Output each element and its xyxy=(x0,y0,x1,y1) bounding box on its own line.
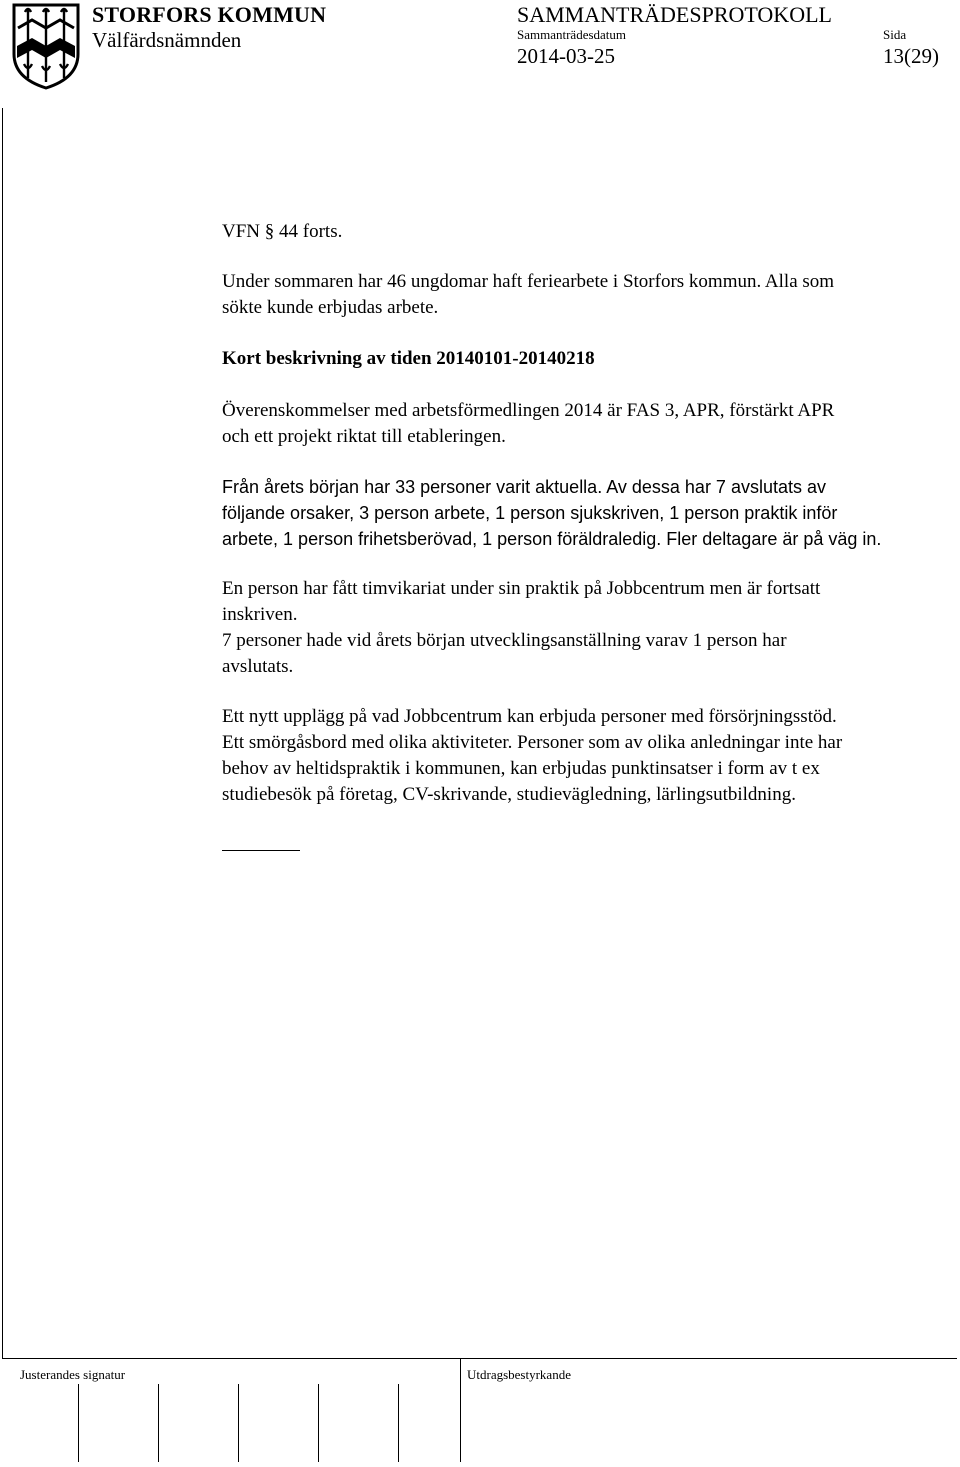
signature-box-divider xyxy=(78,1384,79,1462)
left-margin-rule xyxy=(2,108,3,1358)
page-number: 13(29) xyxy=(883,44,939,68)
text-line: Från årets början har 33 personer varit aktuella. Av dessa har 7 avslutats av xyxy=(222,477,826,497)
text-line: En person har fått timvikariat under sin praktik på Jobbcentrum men är fortsatt xyxy=(222,578,821,599)
text-line: behov av heltidspraktik i kommunen, kan erbjudas punktinsatser i form av t ex xyxy=(222,758,820,779)
paragraph-participants xyxy=(222,474,952,552)
text-line: 7 personer hade vid årets början utvecklingsanställning varav 1 person har xyxy=(222,630,787,651)
text-line: Överenskommelser med arbetsförmedlingen 2014 är FAS 3, APR, förstärkt APR xyxy=(222,400,835,421)
text-line: sökte kunde erbjudas arbete. xyxy=(222,297,439,318)
signature-label: Justerandes signatur xyxy=(20,1367,126,1382)
meeting-date: 2014-03-25 xyxy=(517,44,615,68)
text-line: Ett nytt upplägg på vad Jobbcentrum kan erbjuda personer med försörjningsstöd. xyxy=(222,706,837,727)
municipal-coat-of-arms-icon xyxy=(10,2,82,90)
page-label: Sida xyxy=(883,27,907,42)
paragraph-new-approach xyxy=(222,704,952,808)
extract-certification-label: Utdragsbestyrkande xyxy=(467,1367,571,1382)
footer-rule xyxy=(2,1358,957,1359)
text-line: och ett projekt riktat till etableringen. xyxy=(222,426,506,447)
paragraph-summer-jobs xyxy=(222,269,952,321)
signature-box-divider xyxy=(238,1384,239,1462)
committee-name: Välfärdsnämnden xyxy=(92,28,242,52)
date-label: Sammanträdesdatum xyxy=(517,27,627,42)
document-type: SAMMANTRÄDESPROTOKOLL xyxy=(517,2,832,27)
extract-box-divider xyxy=(460,1358,461,1462)
signature-box-divider xyxy=(398,1384,399,1462)
subheading: Kort beskrivning av tiden 20140101-20140218 xyxy=(222,348,595,369)
text-line: studiebesök på företag, CV-skrivande, studievägledning, lärlingsutbildning. xyxy=(222,784,796,805)
text-line: arbete, 1 person frihetsberövad, 1 person föräldraledig. Fler deltagare är på väg in. xyxy=(222,529,882,549)
signature-box-divider xyxy=(318,1384,319,1462)
text-line: Ett smörgåsbord med olika aktiviteter. Personer som av olika anledningar inte har xyxy=(222,732,843,753)
signature-box-divider xyxy=(158,1384,159,1462)
organization-name: STORFORS KOMMUN xyxy=(92,2,327,27)
paragraph-employment xyxy=(222,576,952,680)
paragraph-agreements xyxy=(222,398,952,450)
text-line: avslutats. xyxy=(222,656,294,677)
section-end-rule xyxy=(222,850,300,851)
text-line: följande orsaker, 3 person arbete, 1 person sjukskriven, 1 person praktik inför xyxy=(222,503,838,523)
text-line: Under sommaren har 46 ungdomar haft feriearbete i Storfors kommun. Alla som xyxy=(222,271,835,292)
section-heading: VFN § 44 forts. xyxy=(222,221,343,242)
text-line: inskriven. xyxy=(222,604,298,625)
